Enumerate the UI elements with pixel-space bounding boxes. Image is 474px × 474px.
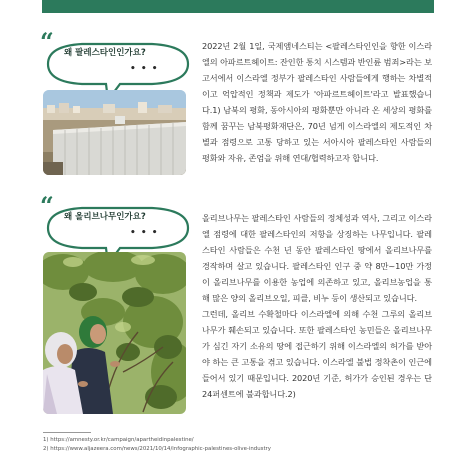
paragraph-olive-2: 그런데, 올리브 수확철마다 이스라엘에 의해 수천 그루의 올리브나무가 훼손되고 있습니다. 또한 팔레스타인 농민들은 올리브나무가 심긴 자기 소유의 땅에 접근하기 위해 이스라엘의 허가를 받아야 하는 큰 고통을 겪고 있습니다. 이스라엘 불법 정착촌이 인근에 들어서 있기 때문입니다. 2020년 기준, 허가가 승인된 경우는 단 24퍼센트에 불과합니다.2) — [202, 309, 432, 399]
ellipsis-dots: • • • — [130, 228, 159, 238]
section-body-palestine — [202, 38, 432, 166]
section-body-olive — [202, 210, 432, 402]
paragraph-olive-1: 올리브나무는 팔레스타인 사람들의 정체성과 역사, 그리고 이스라엘 점령에 대한 팔레스타인의 저항을 상징하는 나무입니다. 팔레스타인 사람들은 수천 년 동안 팔레스타인 땅에서 올리브나무를 경작하며 살고 있습니다. 팔레스타인 인구 중 약 8만~10만 가정이 올리브나무를 이용한 농업에 의존하고 있고, 올리브농업을 통해 많은 양의 올리브오일, 피클, 비누 등이 생산되고 있습니다. — [202, 213, 432, 303]
ellipsis-dots: • • • — [130, 64, 159, 74]
section-question: 왜 올리브나무인가요? — [64, 212, 146, 222]
photo-separation-wall — [43, 90, 186, 175]
footnote-2[interactable]: 2) https://www.aljazeera.com/news/2021/10/14/infographic-palestines-olive-industry — [43, 446, 271, 452]
header-band — [42, 0, 434, 13]
section-question: 왜 팔레스타인인가요? — [64, 48, 146, 58]
quote-mark-icon: “ — [40, 27, 54, 56]
footnote-1[interactable]: 1) https://amnesty.or.kr/campaign/apartheidinpalestine/ — [43, 437, 194, 443]
footnote-divider — [43, 432, 91, 433]
paragraph-palestine: 2022년 2월 1일, 국제앰네스티는 <팔레스타인인을 향한 이스라엘의 아파르트헤이트: 잔인한 통치 시스템과 반인륜 범죄>라는 보고서에서 이스라엘 정부가 팔레스타인 사람들에게 행하는 차별적이고 억압적인 정책과 제도가 '아파르트헤이트'라고 발표했습니다.1) 남북의 평화, 동아시아의 평화뿐만 아니라 온 세상의 평화를 함께 꿈꾸는 남북평화재단은, 70년 넘게 이스라엘의 제도적인 차별과 점령으로 고통 당하고 있는 서아시아 팔레스타인 사람들의 평화와 자유, 존엄을 위해 연대/협력하고자 합니다. — [202, 41, 432, 163]
quote-mark-icon: “ — [40, 191, 54, 220]
photo-olive-harvest — [43, 252, 186, 414]
footnotes — [43, 436, 271, 454]
